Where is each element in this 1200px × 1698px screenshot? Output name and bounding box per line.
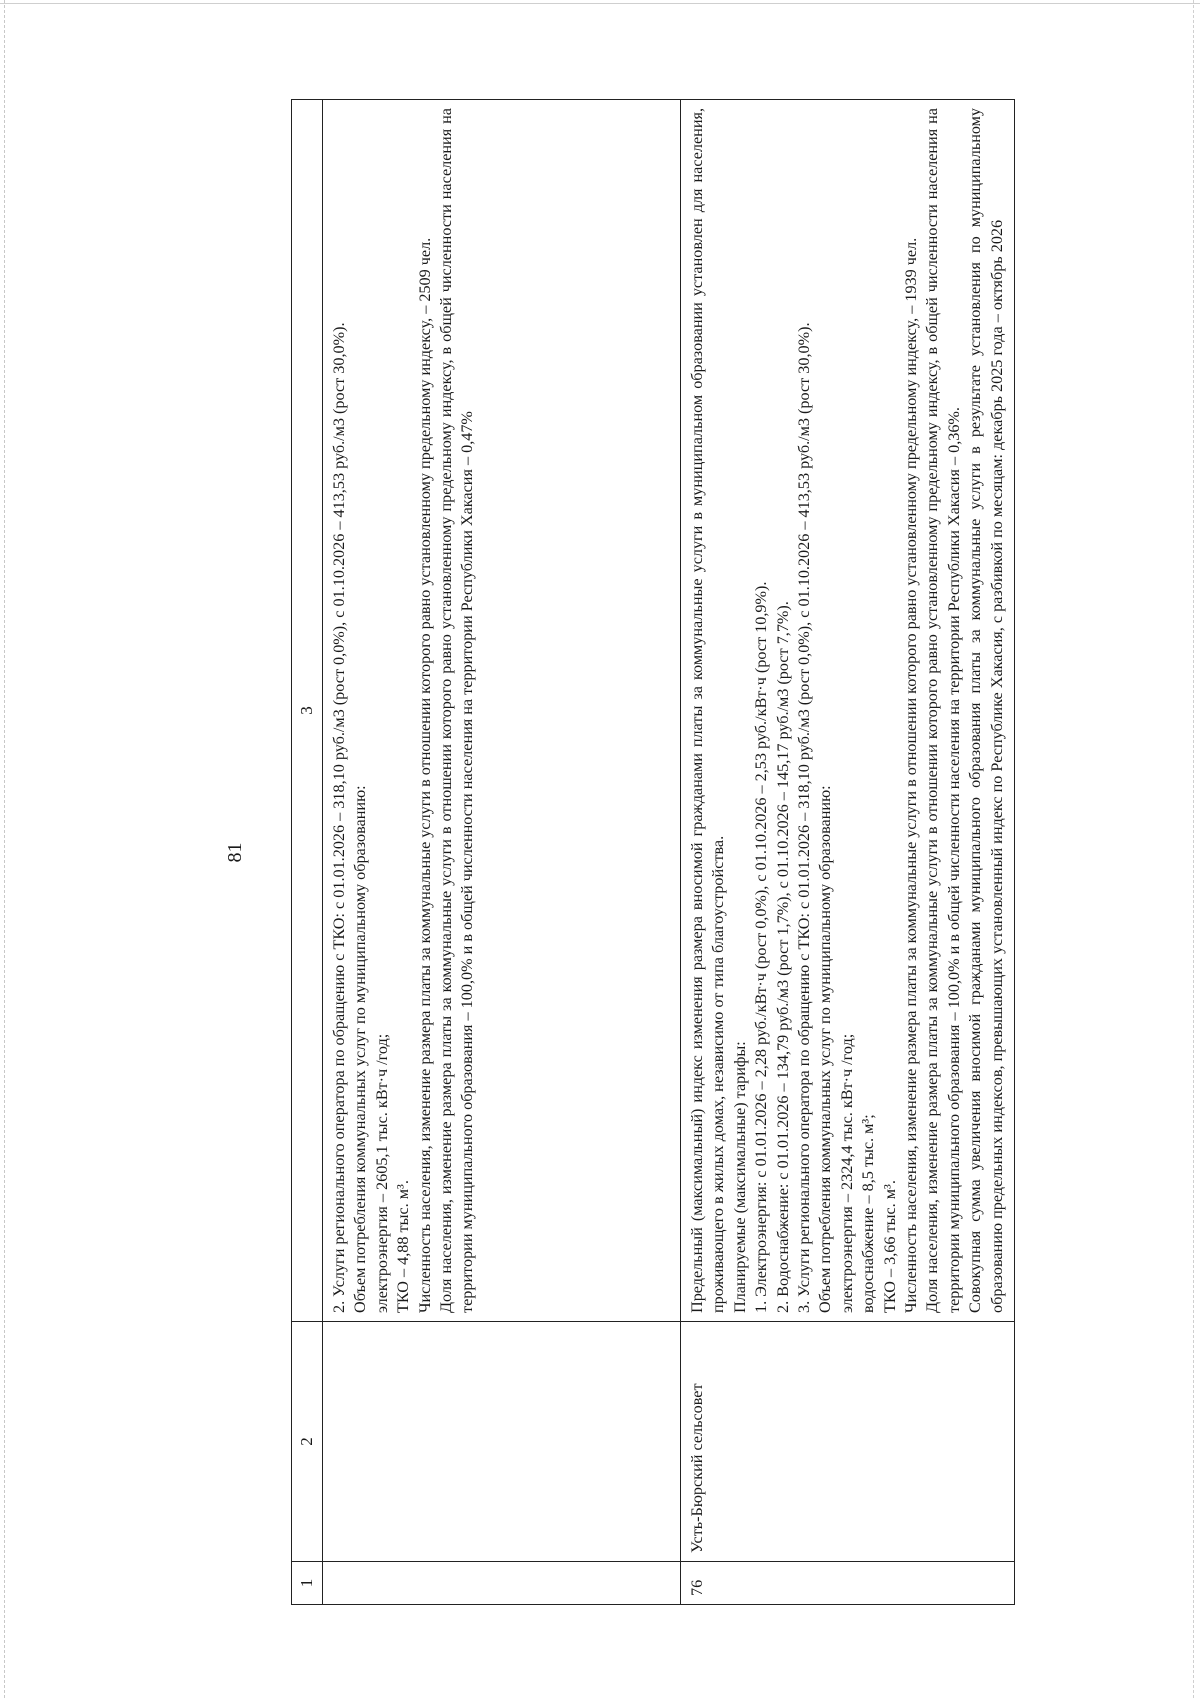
- tariff-table: [291, 99, 1015, 1605]
- details-line: Объем потребления коммунальных услуг по муниципальному образованию:: [816, 785, 835, 1313]
- rotated-page-content: [185, 100, 1120, 1605]
- details-line: Планируемые (максимальные) тарифы:: [730, 1041, 749, 1313]
- page-left-edge: [4, 0, 5, 1698]
- details-line: Численность населения, изменение размера платы за коммунальные услуги в отношении которого равно установленному предельному индексу, – 1939 чел.: [902, 237, 921, 1313]
- details-line: 1. Электроэнергия: с 01.01.2026 – 2,28 руб./кВт·ч (рост 0,0%), с 01.10.2026 – 2,53 руб./кВт·ч (рост 10,9%).: [752, 581, 771, 1313]
- municipality-name-cell: Усть-Бюрский сельсовет: [681, 1322, 1015, 1562]
- details-line: Доля населения, изменение размера платы за коммунальные услуги в отношении которого равно установленному предельному индексу, в общей численности населения на территории муниципального образования – 100,0% и в общей численности населения на территории Республики Хакасия – 0,36%.: [923, 108, 963, 1313]
- header-cell-col1: 1: [292, 1562, 323, 1605]
- details-line: водоснабжение – 8,5 тыс. м³;: [859, 1114, 878, 1313]
- municipality-name-cell: [323, 1322, 681, 1562]
- details-cell: [323, 100, 681, 1322]
- details-line: 3. Услуги регионального оператора по обращению с ТКО: с 01.01.2026 – 318,10 руб./м3 (рост 0,0%), с 01.10.2026 – 413,53 руб./м3 (рост 30,0%).: [795, 322, 814, 1313]
- details-line: 2. Водоснабжение: с 01.01.2026 – 134,79 руб./м3 (рост 1,7%), с 01.10.2026 – 145,17 руб./м3 (рост 7,7%).: [773, 601, 792, 1313]
- header-cell-col2: 2: [292, 1322, 323, 1562]
- details-line: 2. Услуги регионального оператора по обращению с ТКО: с 01.01.2026 – 318,10 руб./м3 (рост 0,0%), с 01.10.2026 – 413,53 руб./м3 (рост 30,0%).: [330, 322, 348, 1313]
- page-top-edge: [0, 3, 1200, 4]
- row-number-cell: 76: [681, 1562, 1015, 1605]
- details-line: Объем потребления коммунальных услуг по муниципальному образованию:: [351, 785, 370, 1313]
- details-line: Доля населения, изменение размера платы за коммунальные услуги в отношении которого равно установленному предельному индексу, в общей численности населения на территории муниципального образования – 100,0% и в общей численности населения на территории Республики Хакасия – 0,47%: [437, 108, 477, 1313]
- details-line: Предельный (максимальный) индекс изменения размера вносимой гражданами платы за коммунальные услуги в муниципальном образовании установлен для населения, проживающего в жилых домах, независимо от типа благоустройства.: [688, 108, 728, 1313]
- row-number-cell: [323, 1562, 681, 1605]
- page-right-edge: [1193, 0, 1194, 1698]
- details-line: электроэнергия – 2605,1 тыс. кВт·ч /год;: [372, 1033, 391, 1313]
- header-cell-col3: 3: [292, 100, 323, 1322]
- details-cell: [681, 100, 1015, 1322]
- table-row: [681, 100, 1015, 1605]
- details-line: Численность населения, изменение размера платы за коммунальные услуги в отношении которого равно установленному предельному индексу, – 2509 чел.: [415, 237, 434, 1313]
- table-header-row: [292, 100, 323, 1605]
- details-line: Совокупная сумма увеличения вносимой гражданами муниципального образования платы за коммунальные услуги в результате установления по муниципальному образованию предельных индексов, превышающих установленный индекс по Республике Хакасия, с разбивкой по месяцам: декабрь 2025 года – октябрь 2026: [966, 108, 1006, 1313]
- details-line: электроэнергия – 2324,4 тыс. кВт·ч /год;: [837, 1033, 856, 1313]
- details-line: ТКО – 3,66 тыс. м³.: [880, 1180, 899, 1313]
- table-row: [323, 100, 681, 1605]
- page-number: 81: [223, 842, 246, 863]
- details-line: ТКО – 4,88 тыс. м³.: [394, 1180, 413, 1313]
